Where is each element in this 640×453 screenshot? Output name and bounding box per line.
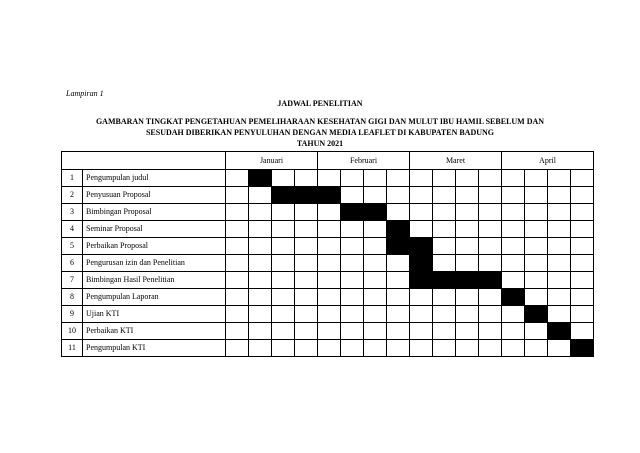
week-cell <box>525 170 548 187</box>
week-cell <box>249 221 272 238</box>
week-cell <box>433 306 456 323</box>
week-cell <box>525 238 548 255</box>
week-cell-filled <box>410 272 433 289</box>
week-cell <box>318 340 341 357</box>
week-cell <box>571 255 594 272</box>
week-cell <box>387 255 410 272</box>
week-cell <box>456 170 479 187</box>
week-cell-filled <box>410 238 433 255</box>
week-cell-filled <box>272 187 295 204</box>
week-cell <box>433 187 456 204</box>
week-cell <box>548 170 571 187</box>
week-cell <box>295 204 318 221</box>
week-cell <box>272 170 295 187</box>
week-cell <box>502 204 525 221</box>
week-cell <box>226 272 249 289</box>
week-cell-filled <box>502 289 525 306</box>
activity-name: Pengumpulan Laporan <box>83 289 226 306</box>
document-year: TAHUN 2021 <box>296 139 344 148</box>
week-cell <box>295 306 318 323</box>
week-cell <box>249 340 272 357</box>
week-cell <box>318 255 341 272</box>
week-cell <box>318 272 341 289</box>
row-number: 9 <box>62 306 83 323</box>
week-cell <box>341 255 364 272</box>
month-header: Maret <box>410 152 502 170</box>
week-cell <box>341 170 364 187</box>
week-cell <box>410 306 433 323</box>
activity-name: Ujian KTI <box>83 306 226 323</box>
subtitle-line-1: GAMBARAN TINGKAT PENGETAHUAN PEMELIHARAAN KESEHATAN GIGI DAN MULUT IBU HAMIL SEBELUM DAN <box>95 117 545 126</box>
week-cell <box>410 187 433 204</box>
week-cell <box>548 306 571 323</box>
week-cell <box>433 323 456 340</box>
week-cell <box>341 323 364 340</box>
week-cell <box>571 204 594 221</box>
week-cell-filled <box>433 272 456 289</box>
week-cell <box>318 289 341 306</box>
week-cell <box>272 306 295 323</box>
week-cell <box>295 170 318 187</box>
week-cell <box>410 323 433 340</box>
header-blank <box>62 152 226 170</box>
week-cell <box>433 204 456 221</box>
week-cell <box>571 289 594 306</box>
week-cell <box>295 272 318 289</box>
week-cell <box>341 187 364 204</box>
week-cell <box>525 323 548 340</box>
week-cell <box>456 289 479 306</box>
week-cell <box>502 306 525 323</box>
table-row <box>62 238 594 255</box>
week-cell <box>502 170 525 187</box>
week-cell <box>571 323 594 340</box>
week-cell <box>502 340 525 357</box>
row-number: 6 <box>62 255 83 272</box>
week-cell <box>433 255 456 272</box>
month-header: April <box>502 152 594 170</box>
week-cell <box>226 187 249 204</box>
week-cell <box>525 340 548 357</box>
week-cell <box>341 272 364 289</box>
week-cell <box>548 255 571 272</box>
row-number: 2 <box>62 187 83 204</box>
week-cell <box>456 340 479 357</box>
week-cell <box>295 221 318 238</box>
week-cell <box>318 238 341 255</box>
week-cell <box>318 323 341 340</box>
activity-name: Seminar Proposal <box>83 221 226 238</box>
week-cell-filled <box>318 187 341 204</box>
week-cell <box>502 272 525 289</box>
activity-name: Pengurusan izin dan Penelitian <box>83 255 226 272</box>
week-cell <box>548 340 571 357</box>
week-cell <box>525 187 548 204</box>
week-cell <box>272 289 295 306</box>
week-cell <box>502 255 525 272</box>
week-cell <box>479 340 502 357</box>
week-cell <box>387 187 410 204</box>
week-cell <box>571 187 594 204</box>
week-cell-filled <box>295 187 318 204</box>
week-cell <box>318 306 341 323</box>
table-row <box>62 221 594 238</box>
week-cell <box>479 323 502 340</box>
week-cell <box>387 340 410 357</box>
week-cell <box>341 306 364 323</box>
row-number: 4 <box>62 221 83 238</box>
week-cell <box>571 238 594 255</box>
row-number: 7 <box>62 272 83 289</box>
week-cell <box>318 170 341 187</box>
week-cell <box>249 272 272 289</box>
week-cell <box>433 221 456 238</box>
month-header: Januari <box>226 152 318 170</box>
week-cell-filled <box>479 272 502 289</box>
week-cell <box>525 289 548 306</box>
week-cell <box>364 170 387 187</box>
week-cell <box>249 204 272 221</box>
week-cell <box>525 221 548 238</box>
week-cell <box>272 238 295 255</box>
week-cell <box>226 306 249 323</box>
week-cell <box>571 306 594 323</box>
week-cell <box>364 323 387 340</box>
row-number: 10 <box>62 323 83 340</box>
row-number: 11 <box>62 340 83 357</box>
table-row <box>62 204 594 221</box>
week-cell <box>387 323 410 340</box>
week-cell <box>548 238 571 255</box>
week-cell-filled <box>249 170 272 187</box>
table-row <box>62 272 594 289</box>
week-cell <box>410 221 433 238</box>
week-cell-filled <box>525 306 548 323</box>
week-cell <box>226 238 249 255</box>
week-cell <box>479 238 502 255</box>
week-cell <box>479 221 502 238</box>
week-cell <box>318 204 341 221</box>
week-cell <box>456 323 479 340</box>
week-cell <box>387 289 410 306</box>
week-cell <box>364 272 387 289</box>
week-cell-filled <box>387 238 410 255</box>
week-cell <box>548 221 571 238</box>
activity-name: Bimbingan Proposal <box>83 204 226 221</box>
week-cell <box>341 238 364 255</box>
table-row <box>62 289 594 306</box>
lampiran-label: Lampiran 1 <box>66 89 104 98</box>
week-cell <box>433 289 456 306</box>
week-cell <box>387 306 410 323</box>
week-cell <box>525 272 548 289</box>
week-cell <box>456 238 479 255</box>
week-cell <box>249 187 272 204</box>
week-cell <box>410 289 433 306</box>
week-cell <box>479 204 502 221</box>
activity-name: Perbaikan KTI <box>83 323 226 340</box>
week-cell <box>272 255 295 272</box>
week-cell-filled <box>387 221 410 238</box>
week-cell <box>571 170 594 187</box>
week-cell <box>410 340 433 357</box>
subtitle-line-2: SESUDAH DIBERIKAN PENYULUHAN DENGAN MEDIA LEAFLET DI KABUPATEN BADUNG <box>145 128 495 137</box>
week-cell-filled <box>456 272 479 289</box>
week-cell <box>318 221 341 238</box>
month-header: Februari <box>318 152 410 170</box>
week-cell <box>479 306 502 323</box>
week-cell <box>364 187 387 204</box>
week-cell <box>502 221 525 238</box>
week-cell <box>456 306 479 323</box>
week-cell <box>226 340 249 357</box>
activity-name: Pengumpulan KTI <box>83 340 226 357</box>
week-cell <box>410 204 433 221</box>
week-cell <box>272 221 295 238</box>
week-cell <box>295 340 318 357</box>
week-cell <box>433 238 456 255</box>
week-cell <box>272 272 295 289</box>
week-cell <box>226 289 249 306</box>
week-cell <box>364 306 387 323</box>
week-cell <box>548 289 571 306</box>
row-number: 8 <box>62 289 83 306</box>
week-cell <box>479 289 502 306</box>
activity-name: Pengumpulan judul <box>83 170 226 187</box>
week-cell <box>272 323 295 340</box>
table-row <box>62 306 594 323</box>
week-cell <box>479 187 502 204</box>
week-cell-filled <box>410 255 433 272</box>
week-cell <box>571 221 594 238</box>
week-cell <box>341 221 364 238</box>
week-cell <box>226 170 249 187</box>
week-cell <box>226 221 249 238</box>
week-cell <box>272 340 295 357</box>
week-cell <box>249 306 272 323</box>
week-cell <box>548 204 571 221</box>
week-cell <box>341 289 364 306</box>
week-cell <box>525 255 548 272</box>
week-cell <box>226 255 249 272</box>
week-cell <box>456 221 479 238</box>
week-cell <box>249 238 272 255</box>
week-cell <box>364 255 387 272</box>
week-cell <box>387 170 410 187</box>
week-cell <box>479 255 502 272</box>
week-cell-filled <box>571 340 594 357</box>
table-row <box>62 323 594 340</box>
week-cell <box>295 238 318 255</box>
week-cell <box>456 187 479 204</box>
week-cell <box>249 289 272 306</box>
week-cell-filled <box>364 204 387 221</box>
week-cell <box>341 340 364 357</box>
activity-name: Penyusuan Proposal <box>83 187 226 204</box>
week-cell <box>387 272 410 289</box>
week-cell <box>479 170 502 187</box>
week-cell <box>456 204 479 221</box>
week-cell <box>272 204 295 221</box>
week-cell <box>571 272 594 289</box>
week-cell <box>387 204 410 221</box>
week-cell <box>502 187 525 204</box>
row-number: 1 <box>62 170 83 187</box>
week-cell <box>249 323 272 340</box>
week-cell <box>456 255 479 272</box>
week-cell <box>364 289 387 306</box>
table-row <box>62 255 594 272</box>
week-cell-filled <box>548 323 571 340</box>
week-cell <box>433 340 456 357</box>
week-cell <box>502 238 525 255</box>
table-row <box>62 340 594 357</box>
week-cell <box>433 170 456 187</box>
row-number: 5 <box>62 238 83 255</box>
week-cell <box>364 221 387 238</box>
document-title: JADWAL PENELITIAN <box>277 99 363 108</box>
week-cell-filled <box>341 204 364 221</box>
table-row <box>62 170 594 187</box>
week-cell <box>364 238 387 255</box>
activity-name: Perbaikan Proposal <box>83 238 226 255</box>
week-cell <box>548 187 571 204</box>
week-cell <box>226 323 249 340</box>
week-cell <box>295 289 318 306</box>
table-row <box>62 187 594 204</box>
week-cell <box>249 255 272 272</box>
week-cell <box>525 204 548 221</box>
activity-name: Bimbingan Hasil Penelitian <box>83 272 226 289</box>
week-cell <box>548 272 571 289</box>
row-number: 3 <box>62 204 83 221</box>
week-cell <box>410 170 433 187</box>
schedule-table <box>61 151 594 357</box>
week-cell <box>295 255 318 272</box>
week-cell <box>502 323 525 340</box>
table-header-row <box>62 152 594 170</box>
week-cell <box>226 204 249 221</box>
week-cell <box>295 323 318 340</box>
week-cell <box>364 340 387 357</box>
